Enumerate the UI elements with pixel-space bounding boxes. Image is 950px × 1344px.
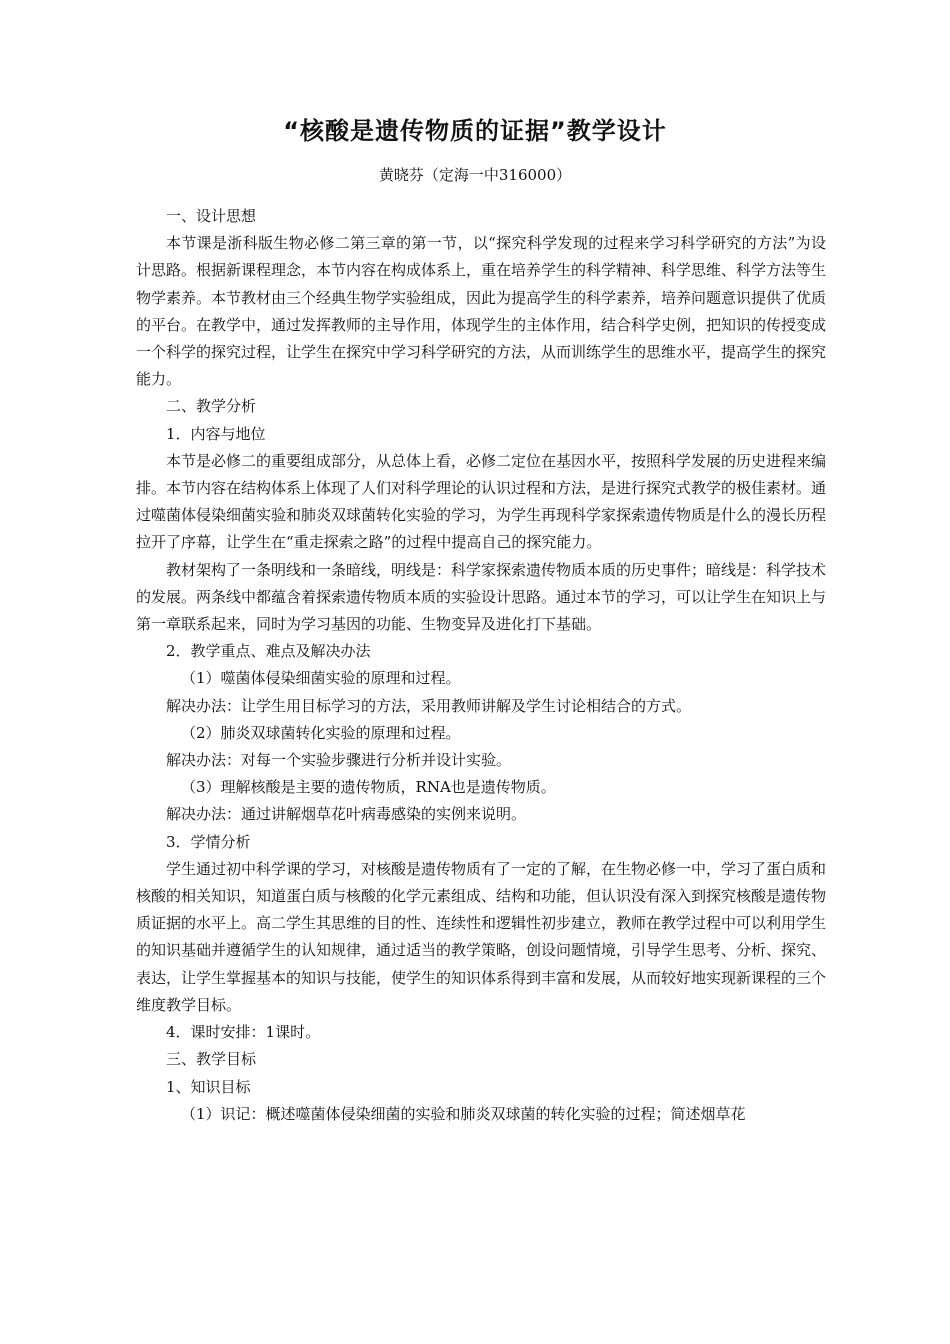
paragraph: 教材架构了一条明线和一条暗线，明线是：科学家探索遗传物质本质的历史事件；暗线是：科学技术的发展。两条线中都蕴含着探索遗传物质本质的实验设计思路。通过本节的学习，可以让学生在知识上与第一章联系起来，同时为学习基因的功能、生物变异及进化打下基础。 [136,560,827,634]
document-title: “核酸是遗传物质的证据”教学设计 [283,117,667,145]
list-item: （1）噬菌体侵染细菌实验的原理和过程。 [181,669,461,688]
paragraph: 学生通过初中科学课的学习，对核酸是遗传物质有了一定的了解，在生物必修一中，学习了蛋白质和核酸的相关知识，知道蛋白质与核酸的化学元素组成、结构和功能，但认识没有深入到探究核酸是遗传物质证据的水平上。高二学生其思维的目的性、连续性和逻辑性初步建立，教师在教学过程中可以利用学生的知识基础并遵循学生的认知规律，通过适当的教学策略，创设问题情境，引导学生思考、分析、探究、表达，让学生掌握基本的知识与技能，使学生的知识体系得到丰富和发展，从而较好地实现新课程的三个维度教学目标。 [136,859,827,1014]
subsection-heading: 4．课时安排：1课时。 [166,1023,321,1042]
author-line: 黄晓芬（定海一中316000） [378,166,572,184]
list-item: （2）肺炎双球菌转化实验的原理和过程。 [181,723,461,742]
subsection-heading: 3．学情分析 [166,832,251,851]
subsection-heading: 2．教学重点、难点及解决办法 [166,642,371,661]
section-heading: 一、设计思想 [166,207,257,225]
solution-line: 解决办法：让学生用目标学习的方法，采用教师讲解及学生讨论相结合的方式。 [166,696,692,715]
list-item: （3）理解核酸是主要的遗传物质，RNA也是遗传物质。 [181,778,556,797]
section-heading: 二、教学分析 [166,397,257,416]
subsection-heading: 1、知识目标 [166,1077,251,1096]
list-item: （1）识记：概述噬菌体侵染细菌的实验和肺炎双球菌的转化实验的过程；简述烟草花 [181,1104,746,1123]
section-heading: 三、教学目标 [166,1050,257,1069]
document-body [136,203,826,1128]
solution-line: 解决办法：对每一个实验步骤进行分析并设计实验。 [166,751,512,770]
solution-line: 解决办法：通过讲解烟草花叶病毒感染的实例来说明。 [166,805,527,824]
subsection-heading: 1．内容与地位 [166,424,266,443]
paragraph: 本节是必修二的重要组成部分，从总体上看，必修二定位在基因水平，按照科学发展的历史进程来编排。本节内容在结构体系上体现了人们对科学理论的认识过程和方法，是进行探究式教学的极佳素材。通过噬菌体侵染细菌实验和肺炎双球菌转化实验的学习，为学生再现科学家探索遗传物质是什么的漫长历程拉开了序幕，让学生在“重走探索之路”的过程中提高自己的探究能力。 [136,451,827,552]
paragraph: 本节课是浙科版生物必修二第三章的第一节，以“探究科学发现的过程来学习科学研究的方法”为设计思路。根据新课程理念，本节内容在构成体系上，重在培养学生的科学精神、科学思维、科学方法等生物学素养。本节教材由三个经典生物学实验组成，因此为提高学生的科学素养，培养问题意识提供了优质的平台。在教学中，通过发挥教师的主导作用，体现学生的主体作用，结合科学史例，把知识的传授变成一个科学的探究过程，让学生在探究中学习科学研究的方法，从而训练学生的思维水平，提高学生的探究能力。 [136,234,827,389]
